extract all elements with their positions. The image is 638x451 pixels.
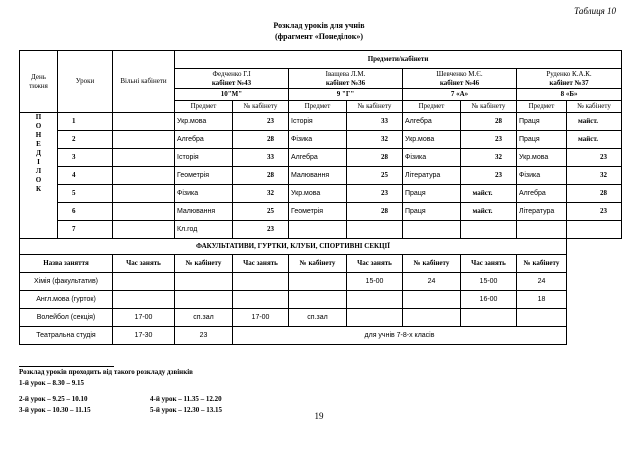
room-cell bbox=[347, 221, 403, 239]
activity-room bbox=[403, 309, 461, 327]
schedule-table bbox=[19, 50, 622, 345]
activity-time bbox=[233, 291, 289, 309]
lesson-row bbox=[20, 149, 622, 167]
col-room: № кабінету bbox=[233, 101, 289, 113]
extra-header: Час занять bbox=[113, 255, 175, 273]
day-letter: Д bbox=[36, 149, 41, 157]
activity-time: 15-00 bbox=[347, 273, 403, 291]
bell-4: 4-й урок – 11.35 – 12.20 bbox=[150, 395, 222, 403]
free-room-cell bbox=[113, 113, 175, 131]
subject-cell: Праця bbox=[403, 203, 461, 221]
activity-room: 23 bbox=[175, 327, 233, 345]
subject-cell: Укр.мова bbox=[289, 185, 347, 203]
free-room-cell bbox=[113, 221, 175, 239]
class-3: 7 «А» bbox=[403, 89, 517, 101]
teacher-3: Шевченко М.Є. кабінет №46 bbox=[403, 69, 517, 89]
page-number: 19 bbox=[314, 411, 324, 421]
class-1: 10"М" bbox=[175, 89, 289, 101]
bell-5: 5-й урок – 12.30 – 13.15 bbox=[150, 406, 223, 414]
subject-cell: Укр.мова bbox=[517, 149, 567, 167]
title-line-2: (фрагмент «Понеділок») bbox=[274, 32, 364, 41]
extra-header: № кабінету bbox=[517, 255, 567, 273]
subject-cell bbox=[403, 221, 461, 239]
extra-header: № кабінету bbox=[403, 255, 461, 273]
activity-time: 17-00 bbox=[113, 309, 175, 327]
room-cell: майст. bbox=[461, 185, 517, 203]
day-letter: О bbox=[35, 122, 42, 130]
col-subject: Предмет bbox=[403, 101, 461, 113]
day-letter: Н bbox=[35, 131, 42, 139]
subject-cell: Література bbox=[403, 167, 461, 185]
room-cell: 28 bbox=[233, 131, 289, 149]
day-letter: О bbox=[35, 176, 42, 184]
col-subject: Предмет bbox=[175, 101, 233, 113]
subject-cell: Праця bbox=[517, 131, 567, 149]
room-cell: 23 bbox=[461, 131, 517, 149]
activity-name: Волейбол (секція) bbox=[20, 309, 113, 327]
extra-row bbox=[20, 309, 622, 327]
room-cell: майст. bbox=[461, 203, 517, 221]
room-cell: 28 bbox=[233, 167, 289, 185]
room-cell: 28 bbox=[347, 149, 403, 167]
lesson-number: 5 bbox=[58, 185, 113, 203]
activity-room: 24 bbox=[403, 273, 461, 291]
footnote-divider bbox=[19, 366, 114, 367]
subject-cell: Укр.мова bbox=[403, 131, 461, 149]
activity-time bbox=[113, 291, 175, 309]
title-line-1: Розклад уроків для учнів bbox=[273, 21, 365, 30]
col-subject: Предмет bbox=[289, 101, 347, 113]
room-cell: майст. bbox=[567, 131, 622, 149]
room-cell: 28 bbox=[567, 185, 622, 203]
subject-cell: Кл.год bbox=[175, 221, 233, 239]
subject-cell bbox=[517, 221, 567, 239]
extra-row bbox=[20, 291, 622, 309]
free-room-cell bbox=[113, 203, 175, 221]
class-4: 8 «Б» bbox=[517, 89, 622, 101]
activity-room bbox=[403, 291, 461, 309]
extra-row bbox=[20, 327, 622, 345]
room-cell bbox=[461, 221, 517, 239]
activity-time: 17-00 bbox=[233, 309, 289, 327]
free-room-cell bbox=[113, 131, 175, 149]
lesson-number: 6 bbox=[58, 203, 113, 221]
activity-room bbox=[289, 291, 347, 309]
activity-time: 15-00 bbox=[461, 273, 517, 291]
subject-cell: Література bbox=[517, 203, 567, 221]
lesson-row bbox=[20, 167, 622, 185]
subject-cell: Алгебра bbox=[289, 149, 347, 167]
col-room: № кабінету bbox=[567, 101, 622, 113]
subject-cell: Праця bbox=[403, 185, 461, 203]
col-room: № кабінету bbox=[461, 101, 517, 113]
extra-header: Час занять bbox=[233, 255, 289, 273]
room-cell: 32 bbox=[567, 167, 622, 185]
teacher-4: Руденко К.А.К. кабінет №37 bbox=[517, 69, 622, 89]
room-cell: 28 bbox=[347, 203, 403, 221]
lesson-row bbox=[20, 203, 622, 221]
subject-cell: Фізика bbox=[517, 167, 567, 185]
subject-cell: Малювання bbox=[175, 203, 233, 221]
extra-header: Час занять bbox=[347, 255, 403, 273]
subject-cell: Укр.мова bbox=[175, 113, 233, 131]
extra-title-row bbox=[20, 239, 622, 255]
extra-header: № кабінету bbox=[289, 255, 347, 273]
extracurricular-title: ФАКУЛЬТАТИВИ, ГУРТКИ, КЛУБИ, СПОРТИВНІ СЕКЦІЇ bbox=[20, 239, 567, 255]
room-cell: 25 bbox=[233, 203, 289, 221]
lesson-row bbox=[20, 113, 622, 131]
lesson-number: 3 bbox=[58, 149, 113, 167]
activity-name: Театральна студія bbox=[20, 327, 113, 345]
day-column bbox=[20, 113, 58, 239]
room-cell bbox=[567, 221, 622, 239]
activity-time bbox=[461, 309, 517, 327]
activity-time bbox=[347, 291, 403, 309]
free-room-cell bbox=[113, 149, 175, 167]
room-cell: 32 bbox=[233, 185, 289, 203]
day-letter: Л bbox=[35, 167, 42, 175]
table-label: Таблиця 10 bbox=[574, 6, 616, 16]
subject-cell: Фізика bbox=[289, 131, 347, 149]
lesson-number: 2 bbox=[58, 131, 113, 149]
lesson-number: 7 bbox=[58, 221, 113, 239]
header-subjects-rooms: Предмети/кабінети bbox=[175, 51, 622, 69]
subject-cell: Фізика bbox=[403, 149, 461, 167]
activity-room: сп.зал bbox=[289, 309, 347, 327]
subject-cell: Праця bbox=[517, 113, 567, 131]
document-title bbox=[0, 20, 638, 42]
extra-row bbox=[20, 273, 622, 291]
extra-header: Час занять bbox=[461, 255, 517, 273]
subject-cell: Алгебра bbox=[175, 131, 233, 149]
header-lessons: Уроки bbox=[58, 51, 113, 113]
extra-header: № кабінету bbox=[175, 255, 233, 273]
activity-room bbox=[289, 273, 347, 291]
bell-3: 3-й урок – 10.30 – 11.15 bbox=[19, 406, 91, 414]
col-subject: Предмет bbox=[517, 101, 567, 113]
extra-header: Назва заняття bbox=[20, 255, 113, 273]
subject-cell bbox=[289, 221, 347, 239]
activity-room bbox=[175, 273, 233, 291]
header-free-rooms: Вільні кабінети bbox=[113, 51, 175, 113]
teacher-1: Федченко Г.І кабінет №43 bbox=[175, 69, 289, 89]
col-room: № кабінету bbox=[347, 101, 403, 113]
teacher-2: Іващева Л.М. кабінет №36 bbox=[289, 69, 403, 89]
subject-cell: Фізика bbox=[175, 185, 233, 203]
room-cell: майст. bbox=[567, 113, 622, 131]
room-cell: 23 bbox=[567, 203, 622, 221]
room-cell: 32 bbox=[347, 131, 403, 149]
lesson-number: 1 bbox=[58, 113, 113, 131]
header-day: День тижня bbox=[20, 51, 58, 113]
lesson-row bbox=[20, 185, 622, 203]
bell-2: 2-й урок – 9.25 – 10.10 bbox=[19, 395, 88, 403]
extra-header-row bbox=[20, 255, 622, 273]
lesson-number: 4 bbox=[58, 167, 113, 185]
free-room-cell bbox=[113, 167, 175, 185]
subject-cell: Історія bbox=[289, 113, 347, 131]
activity-room bbox=[175, 291, 233, 309]
subject-cell: Геометрія bbox=[175, 167, 233, 185]
room-cell: 23 bbox=[567, 149, 622, 167]
subject-cell: Геометрія bbox=[289, 203, 347, 221]
activity-room bbox=[517, 309, 567, 327]
activity-time bbox=[233, 273, 289, 291]
subject-cell: Історія bbox=[175, 149, 233, 167]
day-letter: К bbox=[35, 185, 42, 193]
room-cell: 23 bbox=[233, 221, 289, 239]
room-cell: 28 bbox=[461, 113, 517, 131]
subject-cell: Алгебра bbox=[403, 113, 461, 131]
room-cell: 25 bbox=[347, 167, 403, 185]
day-letter: П bbox=[35, 113, 42, 121]
free-room-cell bbox=[113, 185, 175, 203]
subject-cell: Малювання bbox=[289, 167, 347, 185]
activity-note: для учнів 7-8-х класів bbox=[233, 327, 567, 345]
lesson-row bbox=[20, 131, 622, 149]
lesson-row bbox=[20, 221, 622, 239]
subject-cell: Алгебра bbox=[517, 185, 567, 203]
activity-time bbox=[347, 309, 403, 327]
room-cell: 23 bbox=[461, 167, 517, 185]
class-2: 9 "Г" bbox=[289, 89, 403, 101]
activity-room: 24 bbox=[517, 273, 567, 291]
activity-time: 17-30 bbox=[113, 327, 175, 345]
activity-room: сп.зал bbox=[175, 309, 233, 327]
day-letter: Е bbox=[36, 140, 41, 148]
room-cell: 33 bbox=[347, 113, 403, 131]
day-letter: І bbox=[37, 158, 40, 166]
room-cell: 23 bbox=[347, 185, 403, 203]
activity-room: 18 bbox=[517, 291, 567, 309]
activity-name: Хімія (факультатив) bbox=[20, 273, 113, 291]
room-cell: 23 bbox=[233, 113, 289, 131]
room-cell: 33 bbox=[233, 149, 289, 167]
footnote-text: Розклад уроків проходить від такого розкладу дзвінків bbox=[19, 368, 193, 376]
activity-time bbox=[113, 273, 175, 291]
activity-name: Англ.мова (гурток) bbox=[20, 291, 113, 309]
room-cell: 32 bbox=[461, 149, 517, 167]
activity-time: 16-00 bbox=[461, 291, 517, 309]
bell-1: 1-й урок – 8.30 – 9.15 bbox=[19, 379, 85, 387]
